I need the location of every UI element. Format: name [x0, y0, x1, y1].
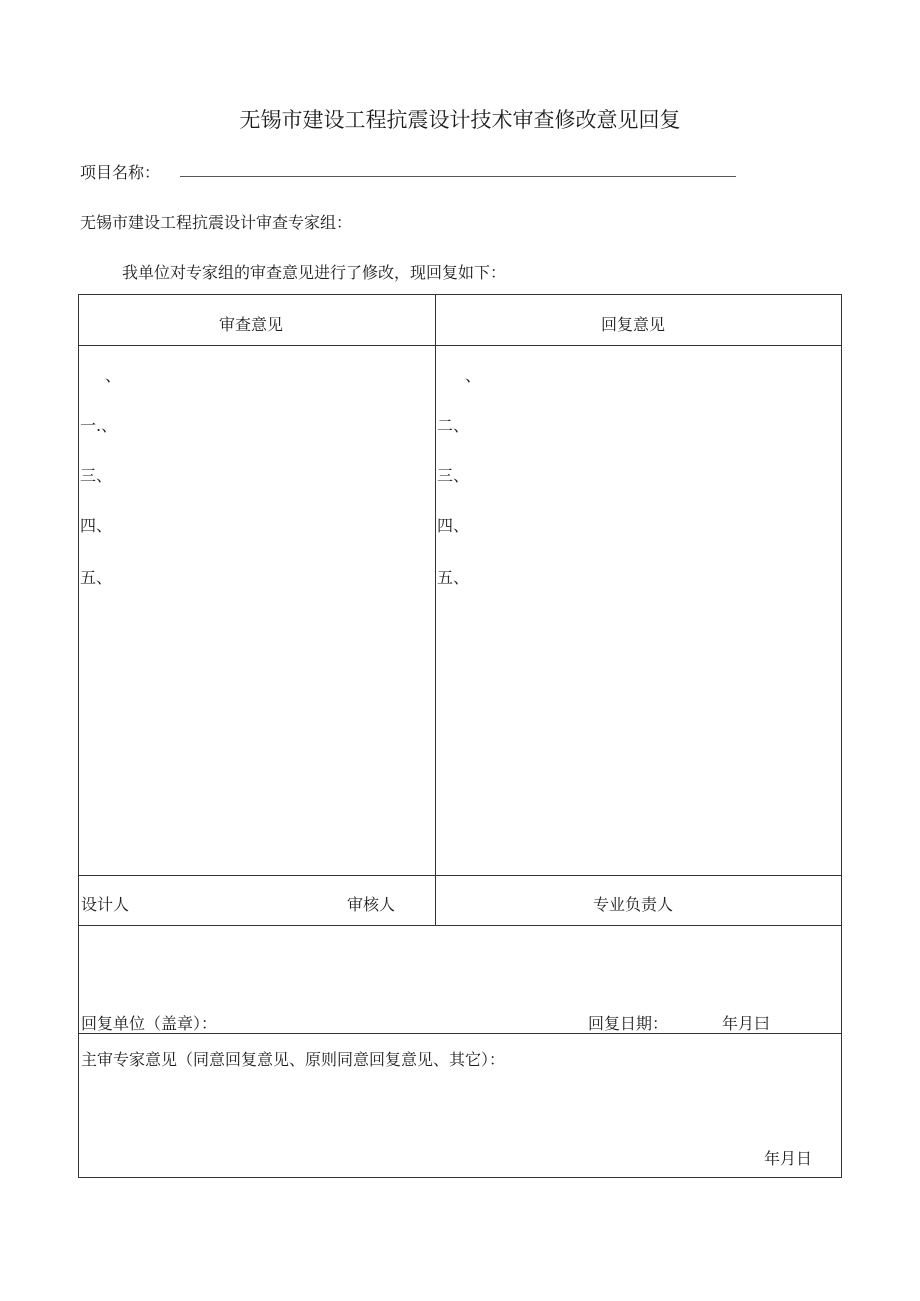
project-name-field[interactable]: [180, 176, 736, 177]
column-divider: [435, 295, 436, 925]
designer-label: 设计人: [81, 895, 130, 914]
lead-engineer-label: 专业负责人: [593, 895, 674, 914]
review-item-4[interactable]: 四、: [80, 516, 113, 535]
col-header-review: 审查意见: [219, 315, 284, 334]
signature-row-divider-top: [79, 875, 841, 876]
chief-opinion-label: 主审专家意见（同意回复意见、原则同意回复意见、其它）：: [81, 1050, 506, 1069]
project-name-label: 项目名称：: [80, 163, 161, 182]
document-title: 无锡市建设工程抗震设计技术审查修改意见回复: [239, 108, 681, 132]
reply-item-1[interactable]: 、: [465, 366, 482, 385]
reply-date-value: 年月曰: [722, 1014, 771, 1033]
reply-item-3[interactable]: 三、: [437, 466, 470, 485]
review-item-2[interactable]: 一.、: [80, 416, 118, 435]
chief-opinion-date: 年月日: [764, 1149, 813, 1168]
reply-date-label: 回复日期：: [588, 1014, 669, 1033]
reply-item-5[interactable]: 五、: [437, 568, 470, 587]
reply-item-4[interactable]: 四、: [437, 516, 470, 535]
col-header-reply: 回复意见: [601, 315, 666, 334]
review-item-3[interactable]: 三、: [80, 466, 113, 485]
reply-item-2[interactable]: 二、: [437, 416, 470, 435]
review-item-5[interactable]: 五、: [80, 568, 113, 587]
reply-unit-label: 回复单位（盖章）：: [81, 1014, 218, 1033]
addressee-text: 无锡市建设工程抗震设计审查专家组：: [80, 213, 353, 232]
review-item-1[interactable]: 、: [105, 366, 122, 385]
table-header-divider: [79, 345, 841, 346]
intro-text: 我单位对专家组的审查意见进行了修改，现回复如下：: [122, 263, 507, 282]
checker-label: 审核人: [347, 895, 396, 914]
reply-table: [78, 294, 842, 1178]
signature-row-divider-bottom: [79, 925, 841, 926]
